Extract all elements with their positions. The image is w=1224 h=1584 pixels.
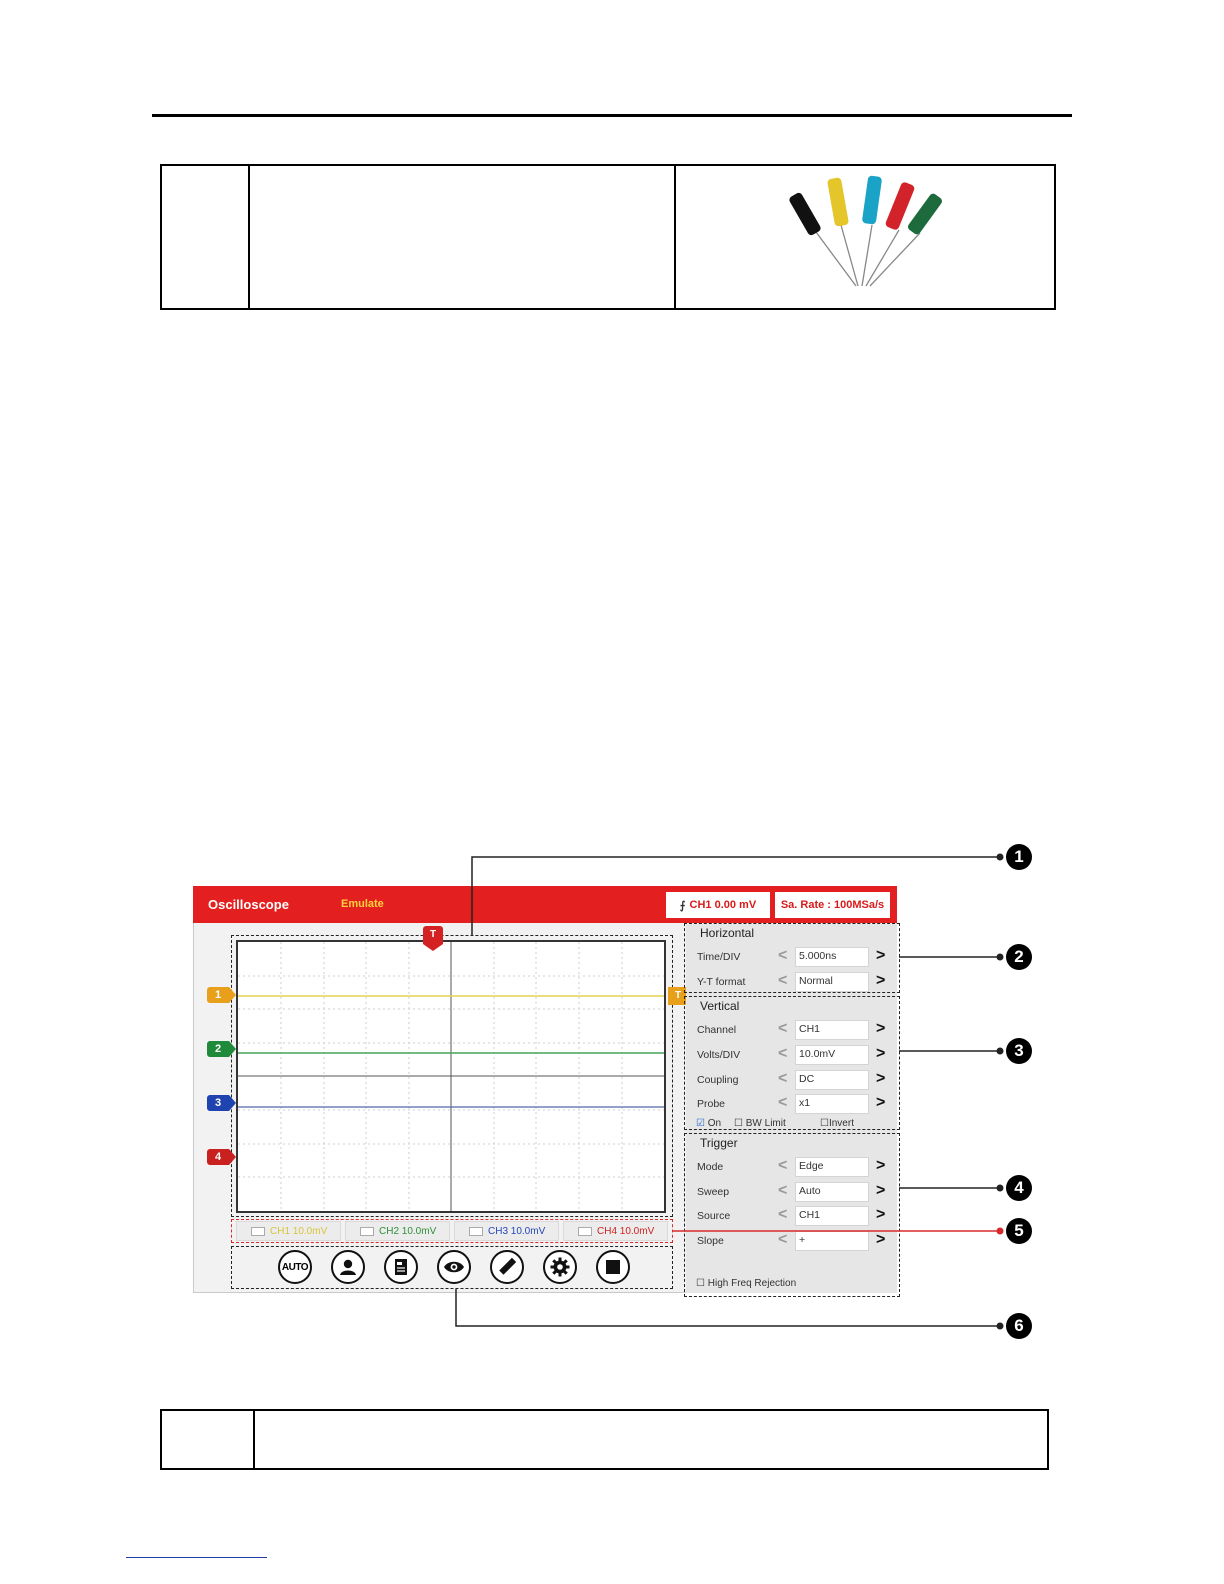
callout-5: 5 xyxy=(1006,1218,1032,1244)
trigger-mode-label: Mode xyxy=(697,1161,724,1173)
chevron-left-icon[interactable]: < xyxy=(778,1231,788,1248)
trigger-level-marker[interactable]: T xyxy=(668,987,688,1005)
chevron-right-icon[interactable]: > xyxy=(876,1182,886,1199)
checkbox-icon: ☐ xyxy=(734,1118,743,1129)
channel-label: Channel xyxy=(697,1024,737,1036)
mode-label: Emulate xyxy=(341,898,384,910)
chevron-left-icon[interactable]: < xyxy=(778,1070,788,1087)
sweep-value[interactable]: Auto xyxy=(795,1182,869,1202)
source-label: Source xyxy=(697,1210,731,1222)
trigger-readout-text: CH1 0.00 mV xyxy=(689,899,757,911)
checkbox-icon: ☐ xyxy=(696,1278,705,1289)
checkbox-icon: ☐ xyxy=(820,1118,829,1129)
chevron-right-icon[interactable]: > xyxy=(876,1094,886,1111)
slope-value[interactable]: + xyxy=(795,1231,869,1251)
yt-format-label: Y-T format xyxy=(697,976,746,988)
chevron-left-icon[interactable]: < xyxy=(778,947,788,964)
sweep-label: Sweep xyxy=(697,1186,730,1198)
coupling-value[interactable]: DC xyxy=(795,1070,869,1090)
chevron-right-icon[interactable]: > xyxy=(876,947,886,964)
channel-marker-3[interactable]: 3 xyxy=(207,1095,229,1111)
slope-label: Slope xyxy=(697,1235,724,1247)
probe-label: Probe xyxy=(697,1098,726,1110)
trigger-position-marker[interactable]: T xyxy=(423,926,443,944)
horizontal-title: Horizontal xyxy=(700,926,755,940)
volts-div-label: Volts/DIV xyxy=(697,1049,741,1061)
trigger-title: Trigger xyxy=(700,1136,738,1150)
chevron-left-icon[interactable]: < xyxy=(778,1206,788,1223)
source-value[interactable]: CH1 xyxy=(795,1206,869,1226)
bw-limit-checkbox[interactable]: ☐ BW Limit xyxy=(734,1118,786,1129)
channel-box-ch3[interactable]: CH3 10.0mV xyxy=(454,1221,559,1241)
channel-box-ch1[interactable]: CH1 10.0mV xyxy=(236,1221,341,1241)
app-title: Oscilloscope xyxy=(208,897,289,912)
sample-rate-text: Sa. Rate : 100MSa/s xyxy=(780,899,885,911)
invert-checkbox[interactable]: ☐Invert xyxy=(820,1118,854,1129)
on-checkbox[interactable]: ☑ On xyxy=(696,1118,722,1129)
coupling-label: Coupling xyxy=(697,1074,739,1086)
callout-4: 4 xyxy=(1006,1175,1032,1201)
vertical-title: Vertical xyxy=(700,999,740,1013)
channel-value[interactable]: CH1 xyxy=(795,1020,869,1040)
chevron-right-icon[interactable]: > xyxy=(876,1157,886,1174)
chevron-right-icon[interactable]: > xyxy=(876,1045,886,1062)
channel-marker-2[interactable]: 2 xyxy=(207,1041,229,1057)
chevron-left-icon[interactable]: < xyxy=(778,1045,788,1062)
callout-6: 6 xyxy=(1006,1313,1032,1339)
probe-value[interactable]: x1 xyxy=(795,1094,869,1114)
time-div-label: Time/DIV xyxy=(697,951,741,963)
chevron-right-icon[interactable]: > xyxy=(876,972,886,989)
trigger-mode-value[interactable]: Edge xyxy=(795,1157,869,1177)
chevron-left-icon[interactable]: < xyxy=(778,1157,788,1174)
callout-2: 2 xyxy=(1006,944,1032,970)
auto-button[interactable]: AUTO xyxy=(278,1250,312,1284)
time-div-value[interactable]: 5.000ns xyxy=(795,947,869,967)
callout-3: 3 xyxy=(1006,1038,1032,1064)
chevron-left-icon[interactable]: < xyxy=(778,1020,788,1037)
channel-marker-4[interactable]: 4 xyxy=(207,1149,229,1165)
high-freq-rejection-checkbox[interactable]: ☐ High Freq Rejection xyxy=(696,1278,797,1289)
chevron-right-icon[interactable]: > xyxy=(876,1020,886,1037)
checkbox-checked-icon: ☑ xyxy=(696,1118,705,1129)
trigger-edge-icon: ⨍ xyxy=(679,899,686,912)
chevron-right-icon[interactable]: > xyxy=(876,1070,886,1087)
chevron-left-icon[interactable]: < xyxy=(778,1094,788,1111)
chevron-left-icon[interactable]: < xyxy=(778,1182,788,1199)
note-table xyxy=(160,1409,1049,1470)
chevron-left-icon[interactable]: < xyxy=(778,972,788,989)
volts-div-value[interactable]: 10.0mV xyxy=(795,1045,869,1065)
channel-box-ch4[interactable]: CH4 10.0mV xyxy=(563,1221,668,1241)
channel-marker-1[interactable]: 1 xyxy=(207,987,229,1003)
table-divider xyxy=(253,1409,255,1470)
channel-box-ch2[interactable]: CH2 10.0mV xyxy=(345,1221,450,1241)
callout-1: 1 xyxy=(1006,844,1032,870)
chevron-right-icon[interactable]: > xyxy=(876,1206,886,1223)
yt-format-value[interactable]: Normal xyxy=(795,972,869,992)
chevron-right-icon[interactable]: > xyxy=(876,1231,886,1248)
